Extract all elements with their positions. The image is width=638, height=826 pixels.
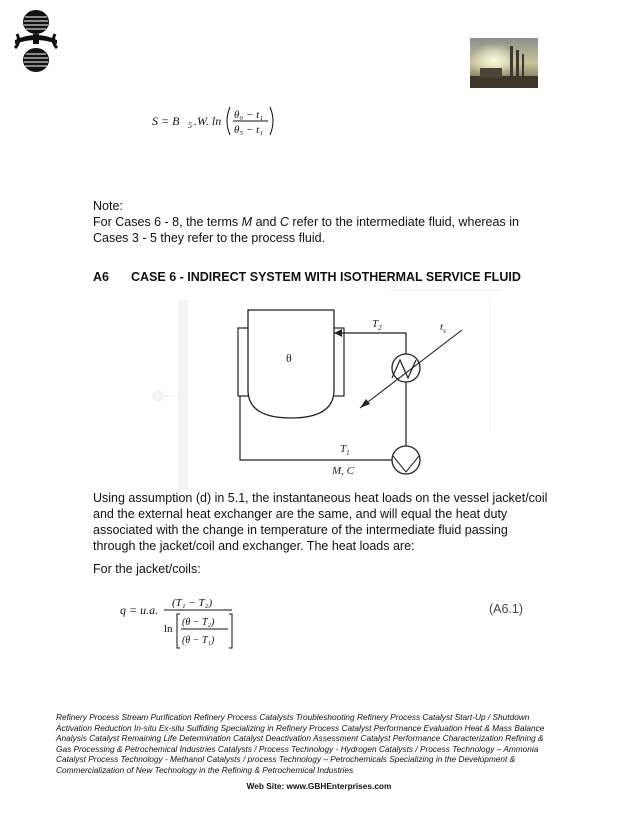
body-paragraph: Using assumption (d) in 5.1, the instantaneous heat loads on the vessel jacket/coil and the external heat exchanger are the same, and will equal the heat duty associated with the change in temperature of the intermediate fluid passing through the jacket/coil and exchanger. The heat loads are: [93, 491, 548, 553]
equation-number: (A6.1) [489, 602, 524, 616]
svg-text:(θ − T₂): (θ − T₂) [182, 617, 215, 628]
equation-s [150, 104, 280, 138]
t1-subscript: 1 [346, 449, 350, 457]
svg-text:θ₀ − t₁: θ₀ − t₁ [234, 109, 264, 121]
svg-text:ln: ln [164, 623, 173, 635]
company-emblem-icon [11, 6, 61, 76]
vessel-label: θ [286, 351, 292, 365]
note-title: Note: [93, 199, 123, 213]
mc-label: M, C [332, 465, 354, 477]
svg-text:θ₅ − t₁: θ₅ − t₁ [234, 124, 264, 136]
section-number: A6 [93, 270, 109, 284]
svg-text:q = u.a.: q = u.a. [120, 603, 159, 617]
svg-text:.W. ln: .W. ln [194, 114, 222, 128]
footer-services: Refinery Process Stream Purification Refinery Process Catalysts Troubleshooting Refinery Process Catalyst Start-Up / Shutdown Activation Reduction In-situ Ex-situ Sulfiding Specializing in Refinery Process Catalyst Performance Evaluation Heat & Mass Balance Analysis Catalyst Remaining Life Determination Catalyst Deactivation Assessment Catalyst Performance Characterization Refining & Gas Processing & Petrochemical Industries Catalysts / Process Technology - Hydrogen Catalysts / Process Technology – Ammonia Catalyst Process Technology - Methanol Catalysts / process Technology – Petrochemicals Specializing in the Development & Commercialization of New Technology in the Refining & Petrochemical Industries [56, 712, 545, 775]
svg-text:S = B: S = B [152, 114, 180, 128]
jacket-label: For the jacket/coils: [93, 562, 201, 576]
company-logo [11, 6, 61, 76]
t2-label: T [372, 318, 379, 330]
svg-text:T2 [372, 318, 382, 332]
t2-subscript: 2 [378, 324, 382, 332]
svg-text:ts [440, 321, 446, 335]
note-block [93, 198, 563, 246]
svg-text:(T₁ − T₂): (T₁ − T₂) [172, 597, 213, 609]
section-title: CASE 6 - INDIRECT SYSTEM WITH ISOTHERMAL SERVICE FLUID [131, 270, 521, 284]
note-line-2: Cases 3 - 5 they refer to the process fluid. [93, 231, 326, 245]
ts-subscript: s [443, 327, 446, 335]
note-line-1: For Cases 6 - 8, the terms M and C refer to the intermediate fluid, whereas in [93, 215, 519, 229]
t1-label: T [340, 443, 347, 455]
equation-q [118, 592, 248, 652]
refinery-sunset-photo-icon [470, 38, 538, 88]
website-link[interactable]: Web Site: www.GBHEnterprises.com [246, 781, 392, 791]
refinery-photo [470, 38, 538, 88]
svg-text:(θ − T₁): (θ − T₁) [182, 635, 215, 646]
svg-text:5: 5 [188, 121, 192, 130]
svg-text:T1 [340, 443, 350, 457]
ts-label: t [440, 321, 444, 333]
process-diagram [230, 300, 480, 480]
section-heading [93, 270, 521, 284]
